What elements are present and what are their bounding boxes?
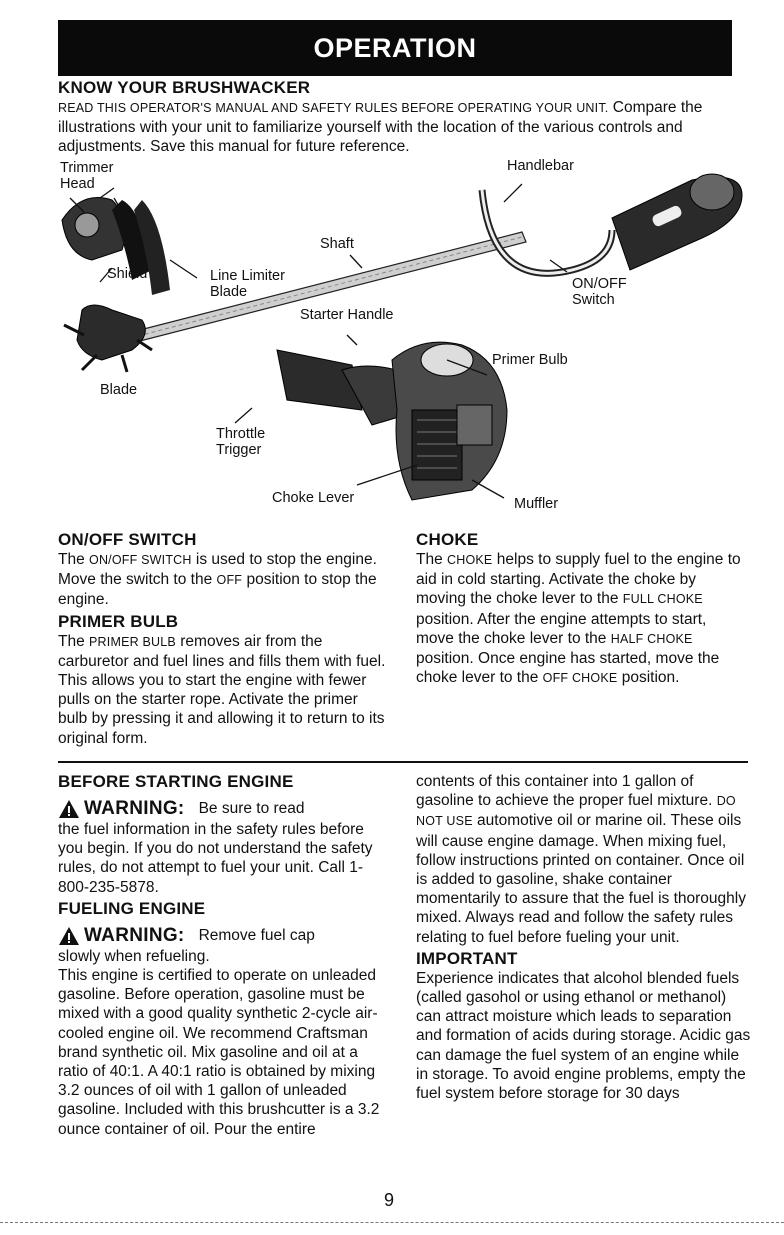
fueling-warning-label: WARNING:: [84, 924, 185, 946]
important-title: IMPORTANT: [416, 948, 518, 968]
before-section: [58, 772, 388, 1139]
label-throttle-trigger: Throttle Trigger: [216, 426, 266, 458]
fueling-title: FUELING ENGINE: [58, 898, 206, 918]
warning-icon: [58, 799, 80, 819]
label-shaft: Shaft: [320, 236, 354, 252]
onoff-text: The ON/OFF SWITCH is used to stop the engine. Move the switch to the OFF position to stop the engine.: [58, 551, 377, 609]
primer-title: PRIMER BULB: [58, 611, 179, 631]
before-warning-label: WARNING:: [84, 798, 185, 819]
label-shield: Shield: [107, 266, 148, 282]
know-title: KNOW YOUR BRUSHWACKER: [58, 78, 311, 97]
label-handlebar: Handlebar: [507, 158, 574, 174]
primer-text: The PRIMER BULB removes air from the carburetor and fuel lines and fills them with fuel. This allows you to start the engine with fewer pulls on the starter rope. Activate the primer bulb by pressing it and allowing it to return to its original form.: [58, 632, 386, 747]
label-choke-lever: Choke Lever: [272, 490, 355, 506]
label-blade: Blade: [100, 382, 138, 398]
know-intro-rest: Compare the illustrations with your unit to familiarize yourself with the location of the various controls and adjustments. Save this manual for future reference.: [58, 99, 703, 155]
fueling-text-1: slowly when refueling.: [58, 947, 210, 965]
brushwacker-illustration: [52, 160, 752, 518]
choke-title: CHOKE: [416, 530, 479, 549]
brushwacker-diagram: [52, 160, 752, 518]
onoff-title: ON/OFF SWITCH: [58, 530, 197, 549]
section-divider: [58, 761, 748, 763]
before-title: BEFORE STARTING ENGINE: [58, 772, 294, 791]
label-line-limiter: Line Limiter Blade: [210, 268, 285, 300]
fueling-text-2: This engine is certified to operate on unleaded gasoline. Before operation, gasoline must be mixed with a good quality synthetic 2-cycle air-cooled engine oil. We recommend Craftsman brand synthetic oil. Mix gasoline and oil at a ratio of 40:1. A 40:1 ratio is obtained by mixing 3.2 ounces of oil with 1 gallon of unleaded gasoline. Included with this brushcutter is a 3.2 ounce container of oil. Pour the entire: [58, 967, 380, 1138]
important-text: Experience indicates that alcohol blended fuels (called gasohol or using ethanol or methanol) can attract moisture which leads to separation and formation of acids during storage. Acidic gas can damage the fuel system of an engine while in storage. To avoid engine problems, empty the fuel system before storage for 30 days: [416, 969, 751, 1103]
label-trimmer-head: Trimmer Head: [60, 160, 114, 192]
know-intro-caps: READ THIS OPERATOR'S MANUAL AND SAFETY RULES BEFORE OPERATING YOUR UNIT.: [58, 101, 609, 115]
section-banner: OPERATION: [58, 20, 732, 76]
label-muffler: Muffler: [514, 496, 559, 512]
page-bottom-edge: [0, 1222, 784, 1223]
fuel-continued-section: [416, 772, 751, 1103]
know-intro: [58, 98, 748, 156]
fuel-continued-text: contents of this container into 1 gallon of gasoline to achieve the proper fuel mixture. DO NOT USE automotive oil or marine oil. These oils will cause engine damage. When mixing fuel, follow instructions printed on container. Once oil is added to gasoline, shake container momentarily to assure that the fuel is thoroughly mixed. Always read and follow the safety rules relating to fuel before fueling your unit.: [416, 773, 746, 946]
label-primer-bulb: Primer Bulb: [492, 352, 568, 368]
before-text: the fuel information in the safety rules before you begin. If you do not understand the safety rules, do not attempt to fuel your unit. Call 1-800-235-5878.: [58, 821, 373, 896]
label-on-off-switch: ON/OFF Switch: [572, 276, 627, 308]
fueling-warning-text: Remove fuel cap: [198, 927, 315, 945]
before-warning: [58, 798, 388, 820]
choke-text: The CHOKE helps to supply fuel to the engine to aid in cold starting. Activate the choke by moving the choke lever to the FULL CHOKE position. After the engine attempts to start, move the choke lever to the HALF CHOKE position. Once engine has started, move the choke lever to the OFF CHOKE position.: [416, 551, 741, 687]
choke-section: [416, 530, 746, 688]
page-number: 9: [384, 1190, 395, 1210]
label-starter-handle: Starter Handle: [300, 307, 394, 323]
warning-icon: [58, 926, 80, 946]
before-warning-text: Be sure to read: [198, 800, 305, 818]
onoff-section: [58, 530, 388, 748]
fueling-warning: [58, 925, 388, 947]
